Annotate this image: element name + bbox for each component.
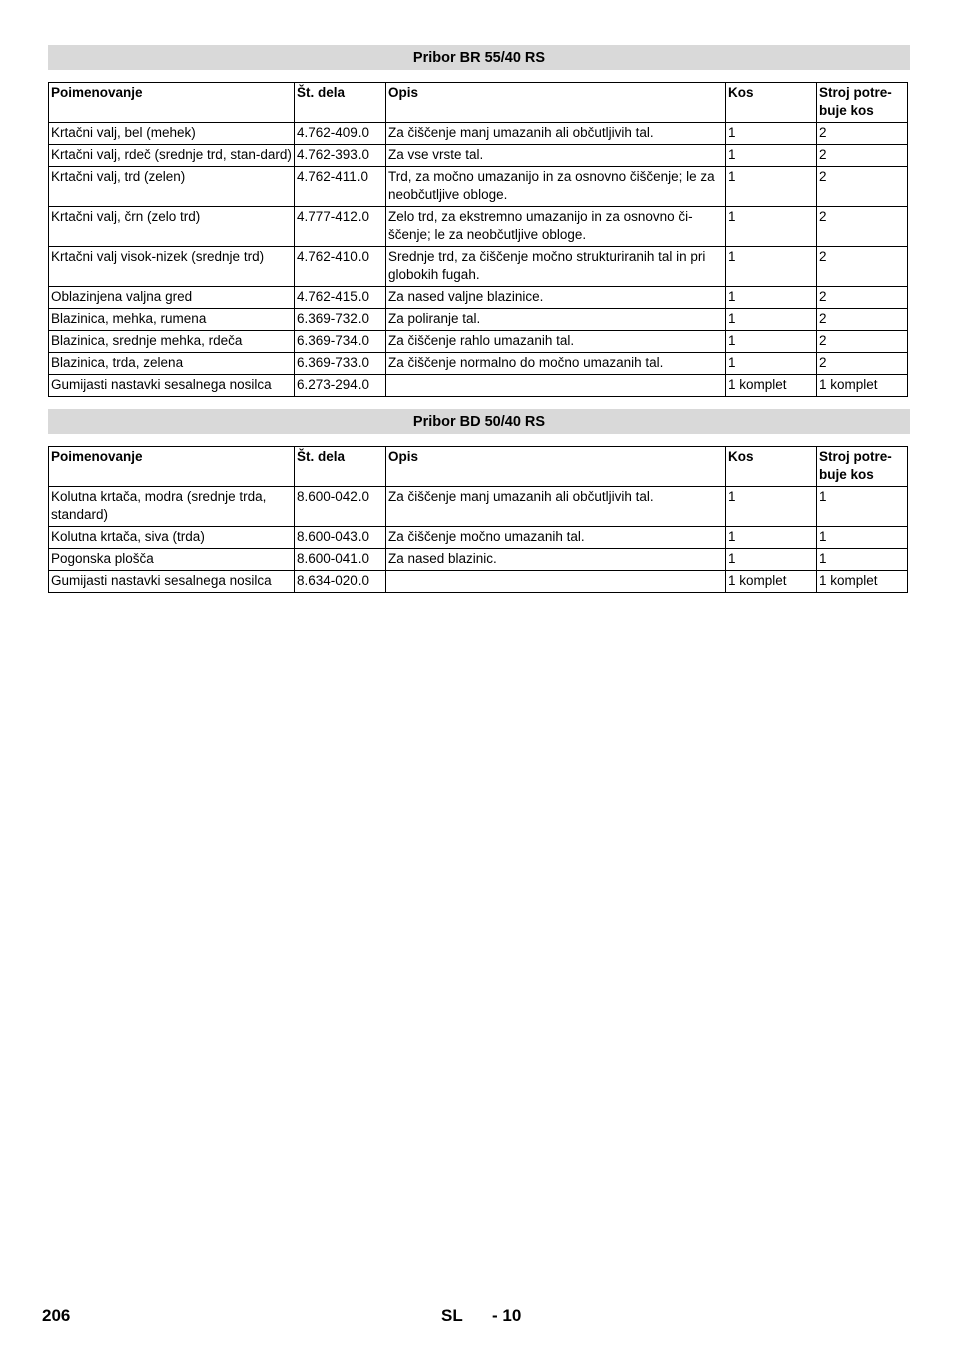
column-header-description: Opis	[386, 83, 726, 123]
cell-part-no: 6.369-734.0	[295, 331, 386, 353]
cell-name: Kolutna krtača, modra (srednje trda, standard)	[49, 487, 295, 527]
cell-part-no: 8.634-020.0	[295, 571, 386, 593]
table-row	[49, 549, 908, 571]
cell-name: Blazinica, srednje mehka, rdeča	[49, 331, 295, 353]
cell-machine-needs: 1	[817, 487, 908, 527]
cell-part-no: 4.762-411.0	[295, 167, 386, 207]
cell-description: Za poliranje tal.	[386, 309, 726, 331]
column-header-quantity: Kos	[726, 447, 817, 487]
cell-machine-needs: 2	[817, 331, 908, 353]
cell-description: Srednje trd, za čiščenje močno strukturiranih tal in pri globokih fugah.	[386, 247, 726, 287]
cell-quantity: 1	[726, 145, 817, 167]
cell-machine-needs: 2	[817, 247, 908, 287]
accessories-table-br	[48, 82, 908, 397]
cell-part-no: 4.762-415.0	[295, 287, 386, 309]
cell-description: Za nased blazinic.	[386, 549, 726, 571]
cell-name: Blazinica, mehka, rumena	[49, 309, 295, 331]
cell-part-no: 4.762-410.0	[295, 247, 386, 287]
column-header-name: Poimenovanje	[49, 83, 295, 123]
cell-part-no: 8.600-042.0	[295, 487, 386, 527]
column-header-description: Opis	[386, 447, 726, 487]
cell-quantity: 1	[726, 549, 817, 571]
table-row	[49, 145, 908, 167]
cell-machine-needs: 1 komplet	[817, 571, 908, 593]
cell-description	[386, 571, 726, 593]
cell-machine-needs: 2	[817, 167, 908, 207]
language-code: SL	[441, 1306, 463, 1325]
table-row	[49, 527, 908, 549]
cell-machine-needs: 2	[817, 287, 908, 309]
cell-name: Krtačni valj, rdeč (srednje trd, stan-dard)	[49, 145, 295, 167]
cell-quantity: 1	[726, 123, 817, 145]
column-header-part-no: Št. dela	[295, 83, 386, 123]
cell-quantity: 1	[726, 167, 817, 207]
column-header-part-no: Št. dela	[295, 447, 386, 487]
cell-quantity: 1	[726, 487, 817, 527]
table-row	[49, 309, 908, 331]
table-row	[49, 487, 908, 527]
column-header-quantity: Kos	[726, 83, 817, 123]
cell-description: Za čiščenje normalno do močno umazanih tal.	[386, 353, 726, 375]
cell-machine-needs: 1	[817, 527, 908, 549]
column-header-machine-needs: Stroj potre-buje kos	[817, 447, 908, 487]
cell-quantity: 1	[726, 353, 817, 375]
table-row	[49, 375, 908, 397]
cell-description: Za vse vrste tal.	[386, 145, 726, 167]
cell-quantity: 1	[726, 247, 817, 287]
cell-machine-needs: 2	[817, 123, 908, 145]
cell-description: Za čiščenje manj umazanih ali občutljivih tal.	[386, 123, 726, 145]
cell-name: Krtačni valj visok-nizek (srednje trd)	[49, 247, 295, 287]
cell-name: Kolutna krtača, siva (trda)	[49, 527, 295, 549]
cell-quantity: 1	[726, 527, 817, 549]
cell-quantity: 1 komplet	[726, 375, 817, 397]
cell-name: Oblazinjena valjna gred	[49, 287, 295, 309]
cell-part-no: 8.600-041.0	[295, 549, 386, 571]
sub-page-number: - 10	[492, 1306, 522, 1325]
table-row	[49, 331, 908, 353]
table-row	[49, 353, 908, 375]
column-header-machine-needs: Stroj potre-buje kos	[817, 83, 908, 123]
table-row	[49, 167, 908, 207]
column-header-name: Poimenovanje	[49, 447, 295, 487]
accessories-table-bd	[48, 446, 908, 593]
cell-description: Za nased valjne blazinice.	[386, 287, 726, 309]
cell-quantity: 1	[726, 331, 817, 353]
cell-part-no: 4.762-409.0	[295, 123, 386, 145]
cell-quantity: 1	[726, 207, 817, 247]
cell-description: Za čiščenje rahlo umazanih tal.	[386, 331, 726, 353]
cell-part-no: 6.369-733.0	[295, 353, 386, 375]
cell-description: Trd, za močno umazanijo in za osnovno čiščenje; le za neobčutljive obloge.	[386, 167, 726, 207]
table-row	[49, 207, 908, 247]
cell-machine-needs: 1 komplet	[817, 375, 908, 397]
table-row	[49, 571, 908, 593]
cell-quantity: 1 komplet	[726, 571, 817, 593]
cell-description: Zelo trd, za ekstremno umazanijo in za osnovno či-ščenje; le za neobčutljive obloge.	[386, 207, 726, 247]
cell-part-no: 6.273-294.0	[295, 375, 386, 397]
cell-machine-needs: 2	[817, 207, 908, 247]
cell-machine-needs: 2	[817, 145, 908, 167]
cell-description: Za čiščenje močno umazanih tal.	[386, 527, 726, 549]
cell-name: Blazinica, trda, zelena	[49, 353, 295, 375]
cell-machine-needs: 1	[817, 549, 908, 571]
cell-part-no: 8.600-043.0	[295, 527, 386, 549]
cell-part-no: 4.777-412.0	[295, 207, 386, 247]
cell-name: Krtačni valj, trd (zelen)	[49, 167, 295, 207]
cell-quantity: 1	[726, 309, 817, 331]
table-row	[49, 247, 908, 287]
cell-part-no: 4.762-393.0	[295, 145, 386, 167]
cell-name: Pogonska plošča	[49, 549, 295, 571]
cell-quantity: 1	[726, 287, 817, 309]
cell-machine-needs: 2	[817, 353, 908, 375]
cell-name: Gumijasti nastavki sesalnega nosilca	[49, 571, 295, 593]
table-row	[49, 123, 908, 145]
cell-part-no: 6.369-732.0	[295, 309, 386, 331]
cell-description	[386, 375, 726, 397]
cell-name: Krtačni valj, črn (zelo trd)	[49, 207, 295, 247]
table-header-row	[49, 83, 908, 123]
cell-name: Gumijasti nastavki sesalnega nosilca	[49, 375, 295, 397]
table-header-row	[49, 447, 908, 487]
page-number: 206	[42, 1306, 71, 1325]
section-title-bd: Pribor BD 50/40 RS	[48, 409, 910, 434]
cell-description: Za čiščenje manj umazanih ali občutljivih tal.	[386, 487, 726, 527]
table-row	[49, 287, 908, 309]
cell-machine-needs: 2	[817, 309, 908, 331]
cell-name: Krtačni valj, bel (mehek)	[49, 123, 295, 145]
section-title-br: Pribor BR 55/40 RS	[48, 45, 910, 70]
